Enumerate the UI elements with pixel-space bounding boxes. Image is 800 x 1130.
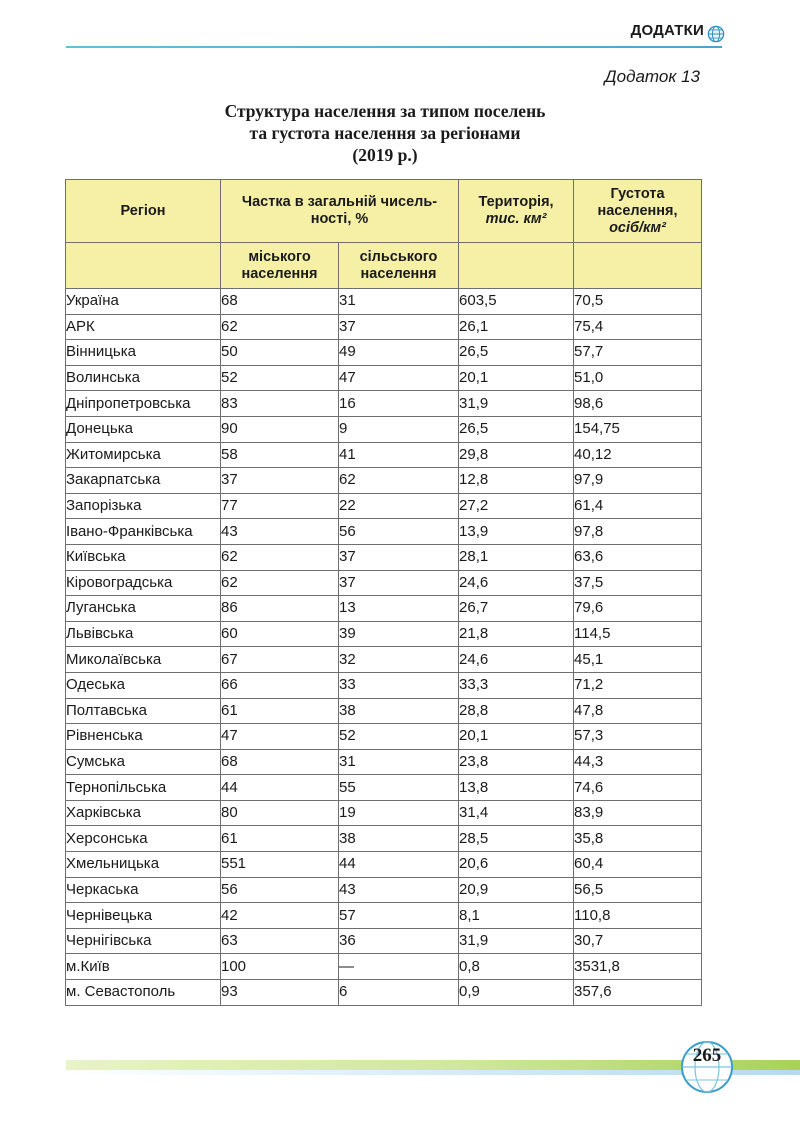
cell-rural: 36 (339, 928, 459, 954)
section-title: ДОДАТКИ (630, 22, 704, 39)
cell-urban: 58 (221, 442, 339, 468)
cell-region: м.Київ (66, 954, 221, 980)
globe-icon (707, 25, 725, 43)
cell-density: 110,8 (574, 903, 702, 929)
table-row (66, 570, 702, 596)
cell-region: Сумська (66, 749, 221, 775)
cell-density: 60,4 (574, 852, 702, 878)
cell-rural: 37 (339, 570, 459, 596)
cell-density: 98,6 (574, 391, 702, 417)
cell-region: Черкаська (66, 877, 221, 903)
cell-region: Харківська (66, 800, 221, 826)
table-row (66, 903, 702, 929)
table-row (66, 442, 702, 468)
cell-region: м. Севастополь (66, 980, 221, 1006)
cell-territory: 31,9 (459, 391, 574, 417)
cell-rural: 9 (339, 416, 459, 442)
cell-urban: 62 (221, 570, 339, 596)
cell-rural: 43 (339, 877, 459, 903)
cell-territory: 20,9 (459, 877, 574, 903)
cell-urban: 43 (221, 519, 339, 545)
header-territory-unit: тис. км² (485, 211, 547, 227)
table-row (66, 775, 702, 801)
table-row (66, 852, 702, 878)
cell-density: 75,4 (574, 314, 702, 340)
cell-density: 70,5 (574, 289, 702, 315)
table-row (66, 289, 702, 315)
header-territory-label: Територія, (478, 194, 554, 210)
table-row (66, 647, 702, 673)
cell-urban: 551 (221, 852, 339, 878)
cell-density: 3531,8 (574, 954, 702, 980)
cell-rural: 6 (339, 980, 459, 1006)
cell-region: Волинська (66, 365, 221, 391)
header-density-sub (574, 243, 702, 289)
cell-urban: 62 (221, 544, 339, 570)
cell-density: 45,1 (574, 647, 702, 673)
table-row (66, 468, 702, 494)
appendix-label: Додаток 13 (604, 67, 700, 86)
cell-density: 79,6 (574, 596, 702, 622)
cell-density: 74,6 (574, 775, 702, 801)
table-row (66, 672, 702, 698)
table-row (66, 544, 702, 570)
cell-region: Миколаївська (66, 647, 221, 673)
cell-rural: 33 (339, 672, 459, 698)
cell-territory: 20,6 (459, 852, 574, 878)
cell-territory: 26,7 (459, 596, 574, 622)
cell-rural: 31 (339, 289, 459, 315)
cell-rural: 47 (339, 365, 459, 391)
header-territory (459, 180, 574, 243)
cell-region: Вінницька (66, 340, 221, 366)
cell-rural: 16 (339, 391, 459, 417)
table-row (66, 928, 702, 954)
cell-region: Рівненська (66, 724, 221, 750)
cell-region: Закарпатська (66, 468, 221, 494)
cell-urban: 47 (221, 724, 339, 750)
cell-density: 97,8 (574, 519, 702, 545)
cell-region: Одеська (66, 672, 221, 698)
cell-territory: 20,1 (459, 724, 574, 750)
table-row (66, 596, 702, 622)
cell-urban: 37 (221, 468, 339, 494)
cell-rural: 38 (339, 698, 459, 724)
cell-density: 57,3 (574, 724, 702, 750)
table-row (66, 493, 702, 519)
cell-territory: 26,1 (459, 314, 574, 340)
cell-urban: 42 (221, 903, 339, 929)
cell-territory: 13,8 (459, 775, 574, 801)
cell-density: 35,8 (574, 826, 702, 852)
cell-region: Житомирська (66, 442, 221, 468)
cell-territory: 31,4 (459, 800, 574, 826)
table-row (66, 826, 702, 852)
table-row (66, 724, 702, 750)
table-row (66, 416, 702, 442)
cell-region: Львівська (66, 621, 221, 647)
header-region: Регіон (66, 180, 221, 243)
table-row (66, 749, 702, 775)
cell-region: Дніпропетровська (66, 391, 221, 417)
cell-territory: 31,9 (459, 928, 574, 954)
cell-region: Чернігівська (66, 928, 221, 954)
cell-rural: 39 (339, 621, 459, 647)
cell-density: 47,8 (574, 698, 702, 724)
cell-territory: 603,5 (459, 289, 574, 315)
page-number: 265 (692, 1045, 722, 1066)
cell-rural: 41 (339, 442, 459, 468)
cell-territory: 28,5 (459, 826, 574, 852)
cell-territory: 28,1 (459, 544, 574, 570)
table-body (66, 289, 702, 1006)
cell-rural: 49 (339, 340, 459, 366)
cell-rural: 56 (339, 519, 459, 545)
cell-rural: 44 (339, 852, 459, 878)
cell-rural: 22 (339, 493, 459, 519)
cell-urban: 56 (221, 877, 339, 903)
cell-region: Україна (66, 289, 221, 315)
table-title (130, 100, 640, 166)
cell-urban: 61 (221, 698, 339, 724)
cell-density: 154,75 (574, 416, 702, 442)
table-row (66, 877, 702, 903)
cell-rural: 57 (339, 903, 459, 929)
title-line-3: (2019 р.) (352, 145, 418, 165)
table-row (66, 365, 702, 391)
cell-urban: 100 (221, 954, 339, 980)
cell-density: 56,5 (574, 877, 702, 903)
cell-region: Київська (66, 544, 221, 570)
cell-density: 51,0 (574, 365, 702, 391)
header-density-label: Густота населення, (597, 185, 678, 219)
cell-density: 114,5 (574, 621, 702, 647)
table-row (66, 314, 702, 340)
cell-region: АРК (66, 314, 221, 340)
cell-region: Полтавська (66, 698, 221, 724)
cell-urban: 68 (221, 749, 339, 775)
cell-territory: 0,8 (459, 954, 574, 980)
cell-rural: 31 (339, 749, 459, 775)
cell-territory: 0,9 (459, 980, 574, 1006)
title-line-1: Структура населення за типом поселень (224, 101, 546, 121)
table-row (66, 954, 702, 980)
header-share: Частка в загальній чисель- ності, % (221, 180, 459, 243)
cell-rural: 37 (339, 544, 459, 570)
title-line-2: та густота населення за регіонами (249, 123, 521, 143)
table-row (66, 519, 702, 545)
table-row (66, 621, 702, 647)
cell-territory: 33,3 (459, 672, 574, 698)
cell-urban: 61 (221, 826, 339, 852)
cell-rural: 52 (339, 724, 459, 750)
cell-territory: 21,8 (459, 621, 574, 647)
cell-urban: 60 (221, 621, 339, 647)
header-urban: міського населення (221, 243, 339, 289)
cell-urban: 83 (221, 391, 339, 417)
population-table (65, 179, 702, 1006)
cell-urban: 90 (221, 416, 339, 442)
cell-territory: 12,8 (459, 468, 574, 494)
cell-region: Кіровоградська (66, 570, 221, 596)
cell-density: 44,3 (574, 749, 702, 775)
cell-rural: 55 (339, 775, 459, 801)
table-row (66, 980, 702, 1006)
cell-region: Чернівецька (66, 903, 221, 929)
header-density (574, 180, 702, 243)
cell-urban: 67 (221, 647, 339, 673)
cell-urban: 77 (221, 493, 339, 519)
cell-urban: 62 (221, 314, 339, 340)
cell-density: 57,7 (574, 340, 702, 366)
cell-urban: 63 (221, 928, 339, 954)
cell-region: Івано-Франківська (66, 519, 221, 545)
cell-urban: 68 (221, 289, 339, 315)
cell-density: 357,6 (574, 980, 702, 1006)
cell-territory: 29,8 (459, 442, 574, 468)
cell-rural: 32 (339, 647, 459, 673)
cell-territory: 23,8 (459, 749, 574, 775)
cell-density: 40,12 (574, 442, 702, 468)
cell-rural: 38 (339, 826, 459, 852)
cell-territory: 26,5 (459, 340, 574, 366)
header-region-sub (66, 243, 221, 289)
cell-territory: 26,5 (459, 416, 574, 442)
cell-territory: 13,9 (459, 519, 574, 545)
cell-territory: 8,1 (459, 903, 574, 929)
cell-territory: 27,2 (459, 493, 574, 519)
cell-density: 71,2 (574, 672, 702, 698)
cell-region: Хмельницька (66, 852, 221, 878)
table-row (66, 340, 702, 366)
cell-rural: 37 (339, 314, 459, 340)
cell-region: Тернопільська (66, 775, 221, 801)
header-territory-sub (459, 243, 574, 289)
cell-urban: 80 (221, 800, 339, 826)
cell-density: 61,4 (574, 493, 702, 519)
cell-region: Запорізька (66, 493, 221, 519)
table-row (66, 800, 702, 826)
cell-rural: — (339, 954, 459, 980)
cell-region: Донецька (66, 416, 221, 442)
table-row (66, 698, 702, 724)
cell-urban: 86 (221, 596, 339, 622)
cell-density: 63,6 (574, 544, 702, 570)
cell-territory: 20,1 (459, 365, 574, 391)
header-rural: сільського населення (339, 243, 459, 289)
cell-region: Луганська (66, 596, 221, 622)
cell-urban: 93 (221, 980, 339, 1006)
cell-rural: 13 (339, 596, 459, 622)
cell-density: 37,5 (574, 570, 702, 596)
cell-density: 97,9 (574, 468, 702, 494)
cell-density: 83,9 (574, 800, 702, 826)
cell-urban: 50 (221, 340, 339, 366)
table-row (66, 391, 702, 417)
cell-rural: 62 (339, 468, 459, 494)
cell-urban: 66 (221, 672, 339, 698)
cell-density: 30,7 (574, 928, 702, 954)
cell-territory: 24,6 (459, 570, 574, 596)
cell-region: Херсонська (66, 826, 221, 852)
cell-territory: 24,6 (459, 647, 574, 673)
cell-urban: 44 (221, 775, 339, 801)
cell-territory: 28,8 (459, 698, 574, 724)
header-density-unit: осіб/км² (609, 219, 666, 236)
header-divider (66, 46, 722, 48)
cell-rural: 19 (339, 800, 459, 826)
cell-urban: 52 (221, 365, 339, 391)
